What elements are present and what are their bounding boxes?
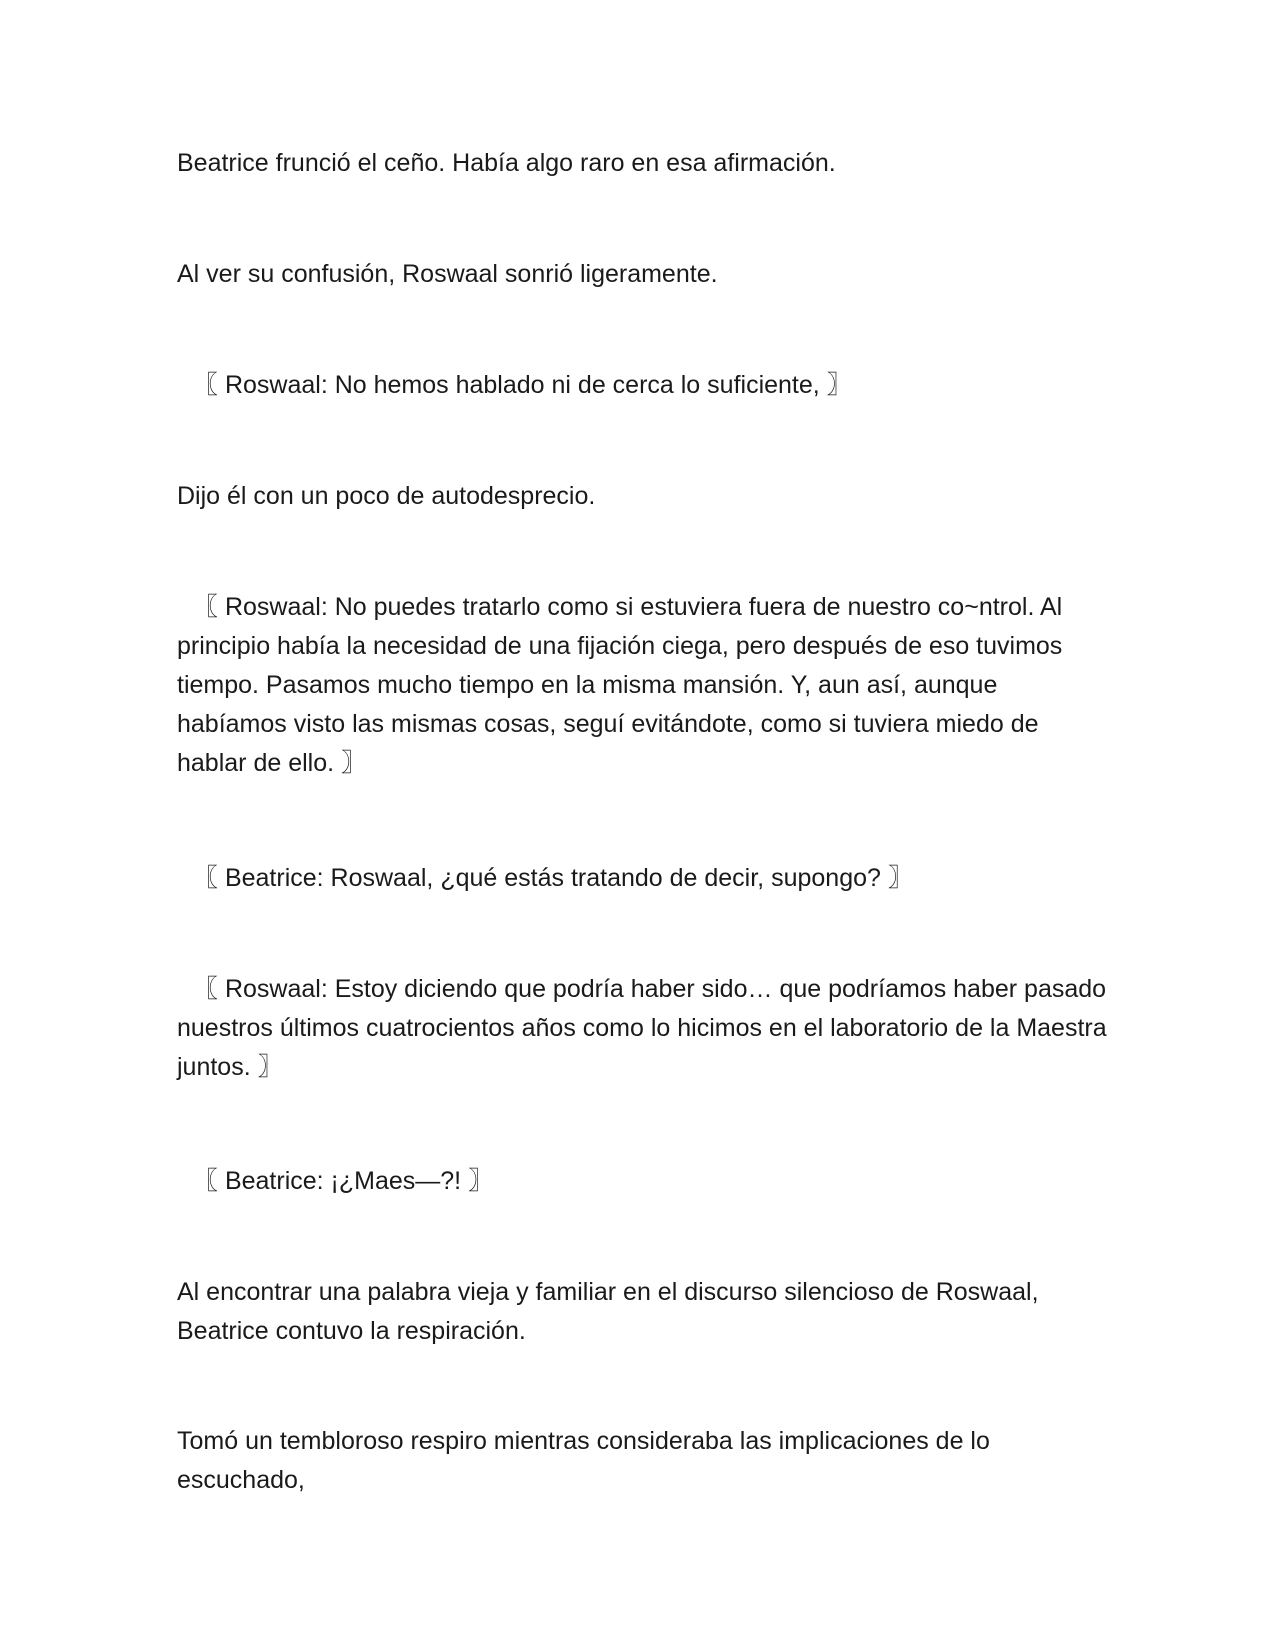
dialog-roswaal-3: 〖 Roswaal: Estoy diciendo que podría haber sido… que podríamos haber pasado nuestros últimos cuatrocientos años como lo hicimos en el laboratorio de la Maestra juntos. 〗 bbox=[177, 975, 1107, 1081]
paragraph-9: Al encontrar una palabra vieja y familiar en el discurso silencioso de Roswaal, Beatrice contuvo la respiración. bbox=[177, 1278, 1039, 1345]
paragraph-4: Dijo él con un poco de autodesprecio. bbox=[177, 482, 596, 510]
paragraph-2: Al ver su confusión, Roswaal sonrió ligeramente. bbox=[177, 260, 718, 288]
dialog-beatrice-2: 〖 Beatrice: ¡¿Maes—?! 〗 bbox=[193, 1167, 494, 1195]
dialog-roswaal-2: 〖 Roswaal: No puedes tratarlo como si estuviera fuera de nuestro co~ntrol. Al principio había la necesidad de una fijación ciega, pero después de eso tuvimos tiempo. Pasamos mucho tiempo en la misma mansión. Y, aun así, aunque habíamos visto las mismas cosas, seguí evitándote, como si tuviera miedo de hablar de ello. 〗 bbox=[177, 593, 1063, 777]
dialog-roswaal-1: 〖 Roswaal: No hemos hablado ni de cerca lo suficiente, 〗 bbox=[193, 371, 852, 399]
dialog-beatrice-1: 〖 Beatrice: Roswaal, ¿qué estás tratando de decir, supongo? 〗 bbox=[193, 864, 913, 892]
paragraph-10: Tomó un tembloroso respiro mientras consideraba las implicaciones de lo escuchado, bbox=[177, 1427, 990, 1494]
paragraph-1: Beatrice frunció el ceño. Había algo raro en esa afirmación. bbox=[177, 149, 836, 177]
